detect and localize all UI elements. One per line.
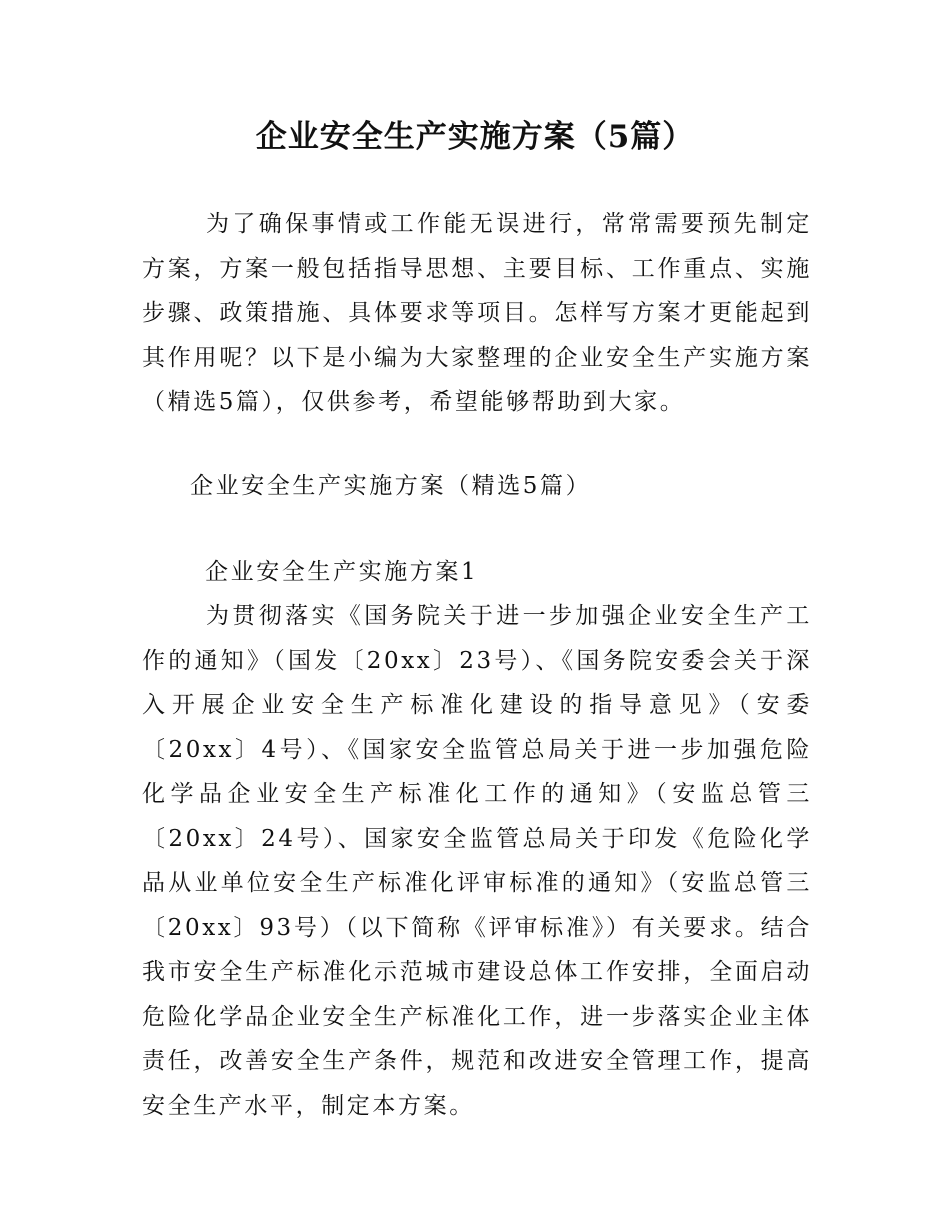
section-1-heading: 企业安全生产实施方案1: [205, 559, 479, 585]
document-title: 企业安全生产实施方案（5篇）: [255, 119, 695, 155]
intro-paragraph: 为了确保事情或工作能无误进行，常常需要预先制定方案，方案一般包括指导思想、主要目标、工作重点、实施步骤、政策措施、具体要求等项目。怎样写方案才更能起到其作用呢？以下是小编为大家整理的企业安全生产实施方案（精选5篇），仅供参考，希望能够帮助到大家。: [142, 211, 812, 415]
subtitle-line: 企业安全生产实施方案（精选5篇）: [190, 473, 592, 499]
section-1-body: 为贯彻落实《国务院关于进一步加强企业安全生产工作的通知》（国发〔20xx〕23号）、《国务院安委会关于深入开展企业安全生产标准化建设的指导意见》（安委〔20xx〕4号）、《国家安全监管总局关于进一步加强危险化学品企业安全生产标准化工作的通知》（安监总管三〔20xx〕24号）、国家安全监管总局关于印发《危险化学品从业单位安全生产标准化评审标准的通知》（安监总管三〔20xx〕93号）（以下简称《评审标准》）有关要求。结合我市安全生产标准化示范城市建设总体工作安排，全面启动危险化学品企业安全生产标准化工作，进一步落实企业主体责任，改善安全生产条件，规范和改进安全管理工作，提高安全生产水平，制定本方案。: [142, 603, 812, 1119]
